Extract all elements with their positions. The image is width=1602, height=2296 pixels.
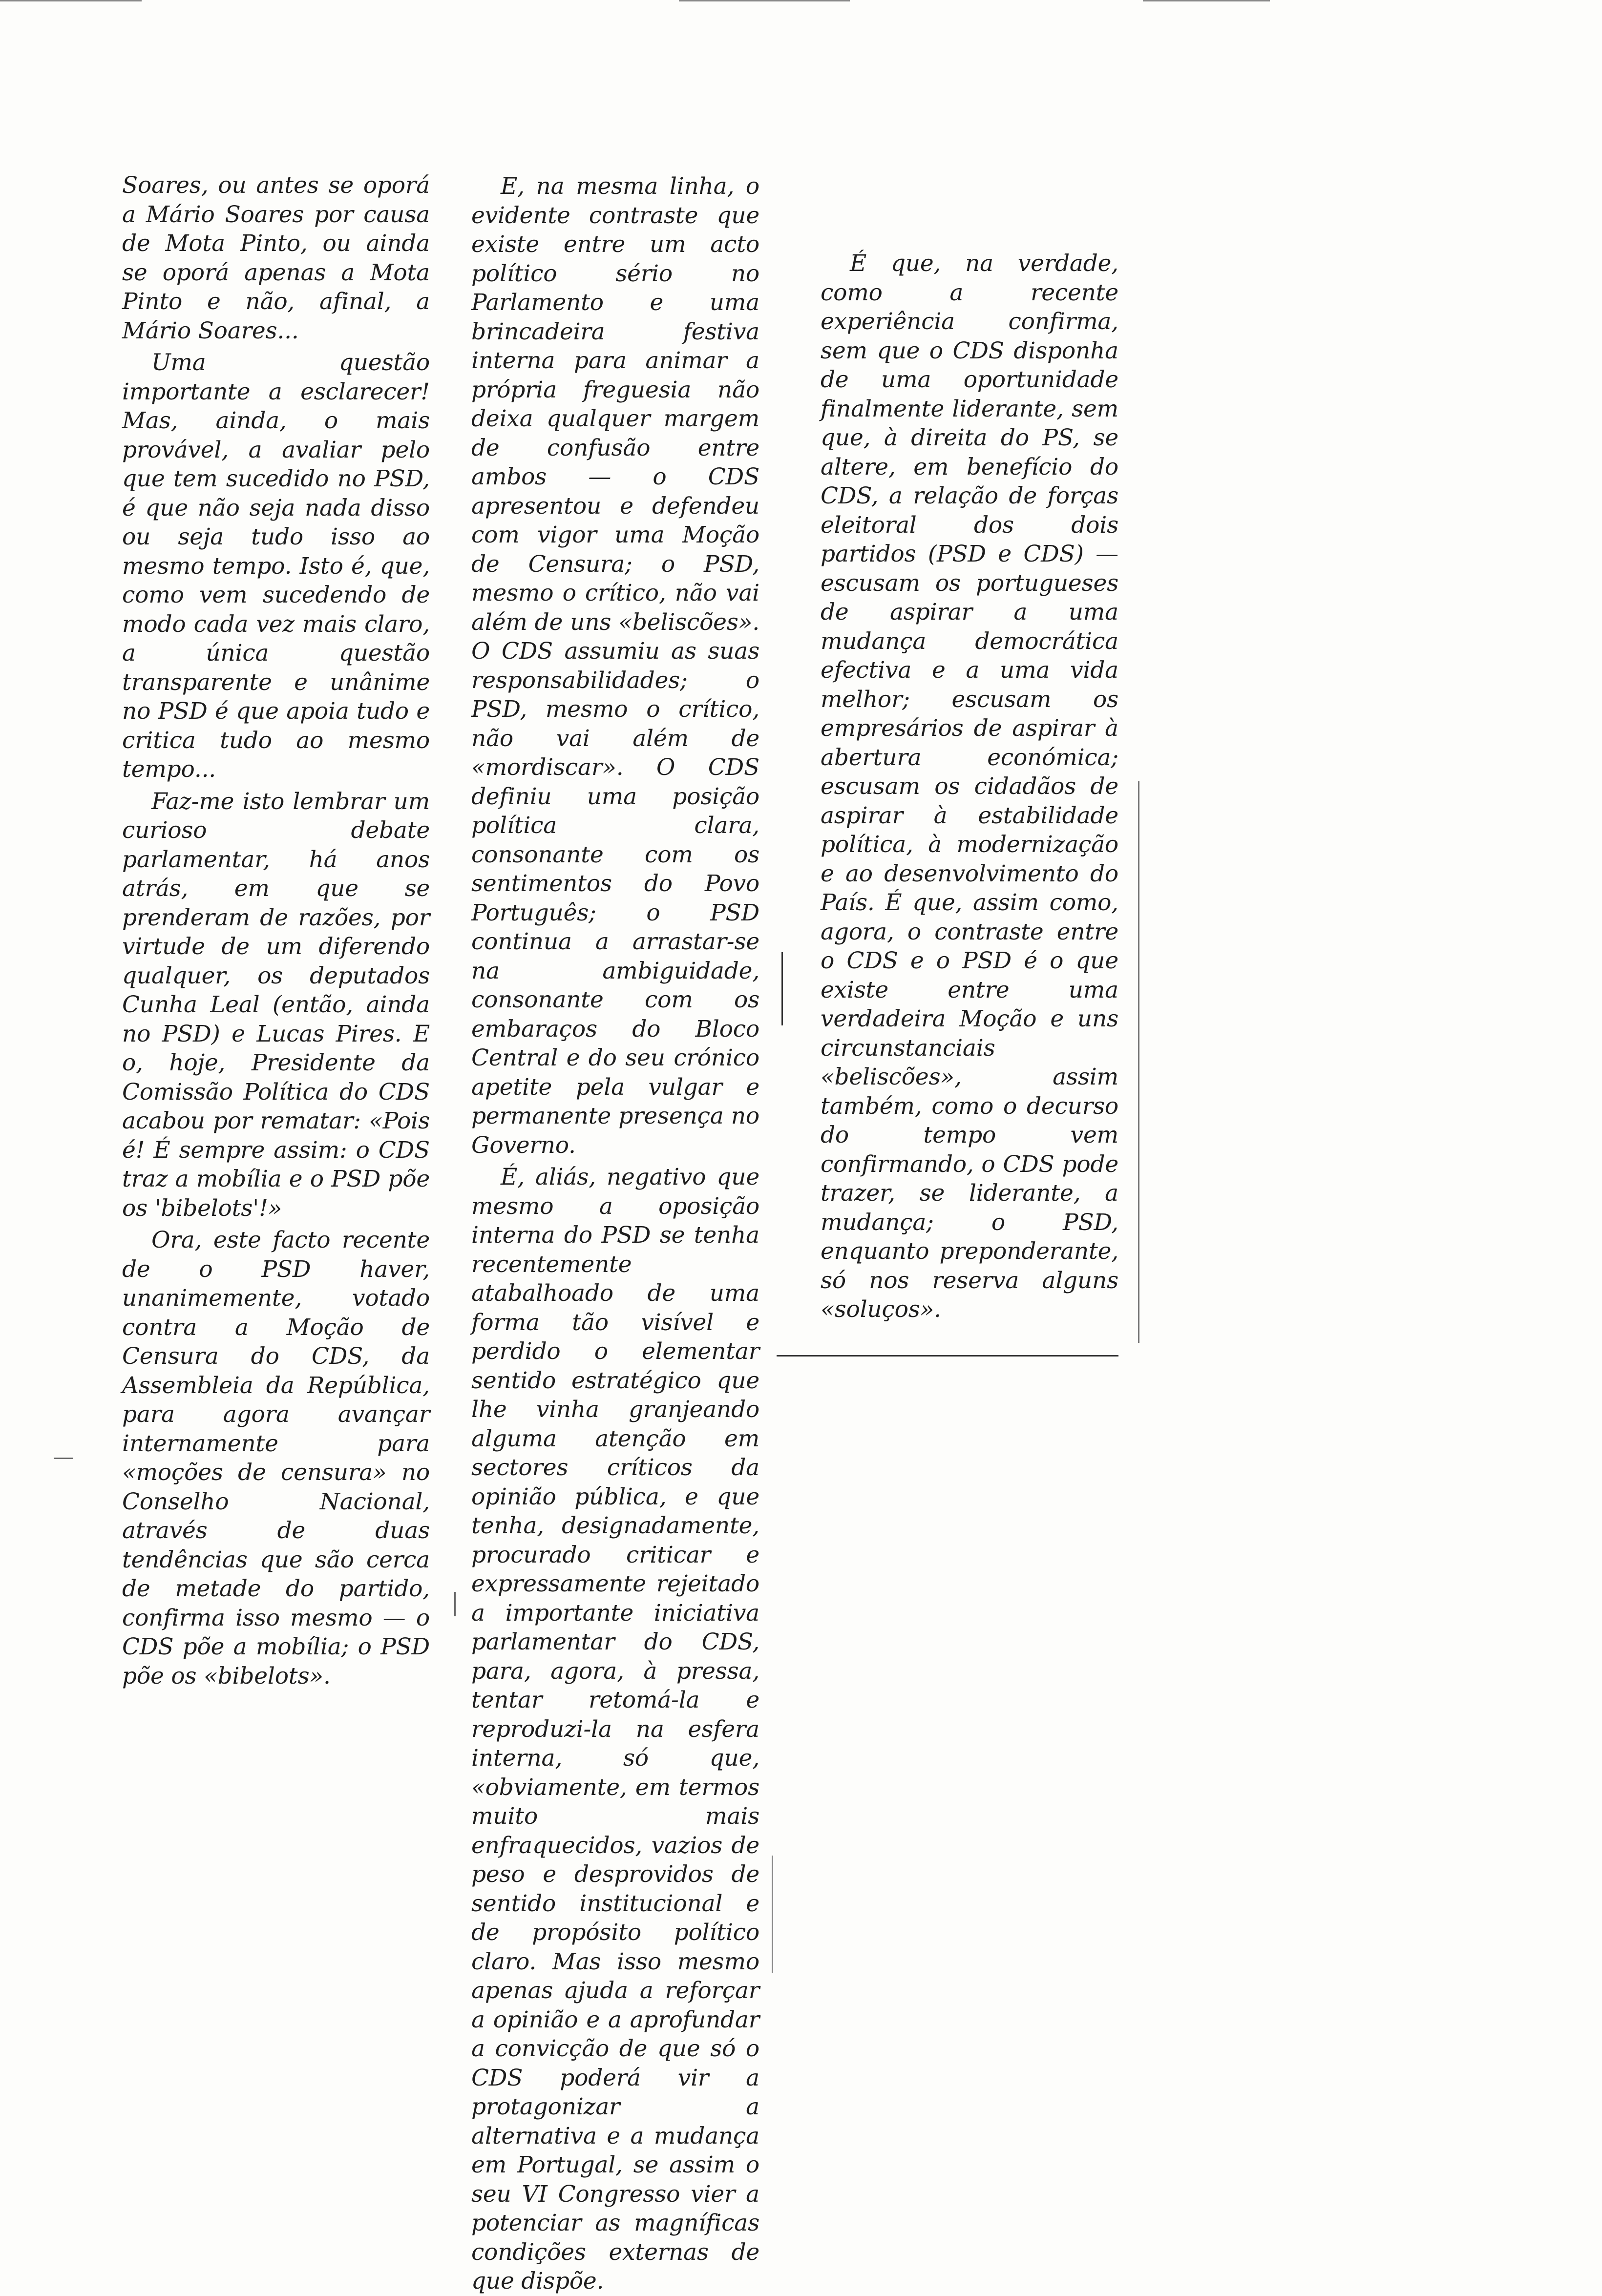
paragraph: É, aliás, negativo que mesmo a oposição interna do PSD se tenha recentemente atabalhoado de uma forma tão visível e perdido o elementar sentido estratégico que lhe vinha granjeando alguma atenção em sectores críticos da opinião pública, e que tenha, designadamente, procurado criticar e expressamente rejeitado a importante iniciativa parlamentar do CDS, para, agora, à pressa, tentar retomá-la e reproduzi-la na esfera interna, só que, «obviamente, em termos muito mais enfraquecidos, vazios de peso e desprovidos de sentido institucional e de propósito político claro. Mas isso mesmo apenas ajuda a reforçar a opinião e a aprofundar a convicção de que só o CDS poderá vir a protagonizar a alternativa e a mudança em Portugal, se assim o seu VI Congresso vier a potenciar as magníficas condições externas de que dispõe. [471,1164,759,2295]
column-divider [1138,781,1139,1343]
margin-mark [454,1592,456,1616]
top-clipping-line [0,0,142,1]
article-column-2 [471,172,759,2296]
paragraph: Ora, este facto recente de o PSD haver, unanimemente, votado contra a Moção de Censura do CDS, da Assembleia da República, para agora avançar internamente para «moções de censura» no Conselho Nacional, através de duas tendências que são cerca de metade do partido, confirma isso mesmo — o CDS põe a mobília; o PSD põe os «bibelots». [122,1227,430,1690]
article-column-3 [821,249,1118,1324]
paragraph: Soares, ou antes se oporá a Mário Soares por causa de Mota Pinto, ou ainda se oporá apenas a Mota Pinto e não, afinal, a Mário Soares... [122,172,430,344]
article-column-1 [122,171,430,1691]
column-divider [772,1856,773,1973]
top-clipping-line [679,0,850,1]
paragraph: E, na mesma linha, o evidente contraste que existe entre um acto político sério no Parlamento e uma brincadeira festiva interna para animar a própria freguesia não deixa qualquer margem de confusão entre ambos — o CDS apresentou e defendeu com vigor uma Moção de Censura; o PSD, mesmo o crítico, não vai além de uns «beliscões». O CDS assumiu as suas responsabilidades; o PSD, mesmo o crítico, não vai além de «mordiscar». O CDS definiu uma posição política clara, consonante com os sentimentos do Povo Português; o PSD continua a arrastar-se na ambiguidade, consonante com os embaraços do Bloco Central e do seu crónico apetite pela vulgar e permanente presença no Governo. [471,173,759,1159]
paragraph: Faz-me isto lembrar um curioso debate parlamentar, há anos atrás, em que se prenderam de razões, por virtude de um diferendo qualquer, os deputados Cunha Leal (então, ainda no PSD) e Lucas Pires. E o, hoje, Presidente da Comissão Política do CDS acabou por rematar: «Pois é! É sempre assim: o CDS traz a mobília e o PSD põe os 'bibelots'!» [122,788,430,1222]
paragraph: Uma questão importante a esclarecer! Mas, ainda, o mais provável, a avaliar pelo que tem sucedido no PSD, é que não seja nada disso ou seja tudo isso ao mesmo tempo. Isto é, que, como vem sucedendo de modo cada vez mais claro, a única questão transparente e unânime no PSD é que apoia tudo e critica tudo ao mesmo tempo... [122,349,430,783]
top-clipping-line [1143,0,1270,1]
column-rule [777,1355,1118,1357]
paragraph: É que, na verdade, como a recente experiência confirma, sem que o CDS disponha de uma oportunidade finalmente liderante, sem que, à direita do PS, se altere, em benefício do CDS, a relação de forças eleitoral dos dois partidos (PSD e CDS) — escusam os portugueses de aspirar a uma mudança democrática efectiva e a uma vida melhor; escusam os empresários de aspirar à abertura económica; escusam os cidadãos de aspirar à estabilidade política, à modernização e ao desenvolvimento do País. É que, assim como, agora, o contraste entre o CDS e o PSD é o que existe entre uma verdadeira Moção e uns circunstanciais «beliscões», assim também, como o decurso do tempo vem confirmando, o CDS pode trazer, se liderante, a mudança; o PSD, enquanto preponderante, só nos reserva alguns «soluços». [821,250,1118,1323]
margin-mark [54,1458,73,1459]
column-divider [781,952,783,1025]
